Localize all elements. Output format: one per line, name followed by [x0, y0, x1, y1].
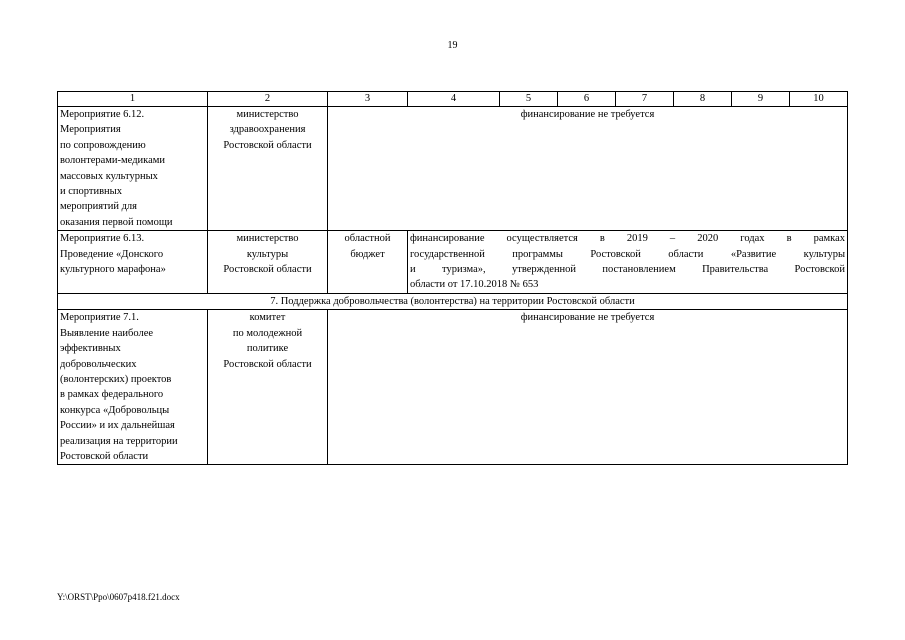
col-header-1: 1 [58, 92, 208, 107]
table-row [58, 107, 848, 231]
col-header-7: 7 [616, 92, 674, 107]
text-line: здравоохранения [229, 124, 306, 136]
table-row [58, 231, 848, 294]
text-line: культурного марафона» [60, 264, 166, 276]
measures-table [57, 91, 848, 465]
text-line: Ростовской области [223, 358, 312, 370]
text-line: эффективных [60, 343, 121, 355]
text-line: Мероприятие 6.13. [60, 233, 145, 245]
section-title: 7. Поддержка добровольчества (волонтерства) на территории Ростовской области [58, 293, 848, 309]
col-header-8: 8 [674, 92, 732, 107]
col-header-5: 5 [500, 92, 558, 107]
text-line: бюджет [350, 248, 385, 260]
text-line: по сопровождению [60, 139, 146, 151]
text-line: финансирование осуществляется в 2019 – 2020 годах в рамках [410, 233, 845, 245]
text-line: Ростовской области [60, 450, 149, 462]
financing-cell [408, 231, 848, 294]
text-line: в рамках федерального [60, 389, 164, 401]
text-line: мероприятий для [60, 201, 137, 213]
text-line: Мероприятие 7.1. [60, 312, 139, 324]
text-line: Ростовской области [223, 139, 312, 151]
executor-cell [208, 231, 328, 294]
text-line: реализация на территории [60, 435, 178, 447]
text-line: комитет [249, 312, 286, 324]
text-line: области от 17.10.2018 № 653 [410, 279, 539, 291]
col-header-6: 6 [558, 92, 616, 107]
text-line: оказания первой помощи [60, 216, 173, 228]
funding-source-cell [328, 231, 408, 294]
file-path-footer: Y:\ORST\Ppo\0607p418.f21.docx [57, 592, 180, 602]
text-line: государственной программы Ростовской области «Развитие культуры [410, 248, 845, 260]
col-header-4: 4 [408, 92, 500, 107]
text-line: (волонтерских) проектов [60, 373, 172, 385]
financing-cell: финансирование не требуется [328, 107, 848, 231]
col-header-3: 3 [328, 92, 408, 107]
measure-name-cell [58, 107, 208, 231]
text-line: и спортивных [60, 186, 122, 198]
text-line: Мероприятия [60, 124, 121, 136]
financing-cell: финансирование не требуется [328, 310, 848, 465]
col-header-2: 2 [208, 92, 328, 107]
text-line: областной [344, 233, 391, 245]
text-line: Проведение «Донского [60, 248, 164, 260]
text-line: по молодежной [232, 327, 303, 339]
text-line: политике [246, 343, 289, 355]
text-line: культуры [246, 248, 289, 260]
executor-cell [208, 107, 328, 231]
section-row [58, 293, 848, 309]
text-line: Выявление наиболее [60, 327, 154, 339]
measure-name-cell [58, 231, 208, 294]
text-line: волонтерами-медиками [60, 155, 166, 167]
col-header-10: 10 [790, 92, 848, 107]
page-number: 19 [447, 40, 458, 51]
text-line: Мероприятие 6.12. [60, 109, 145, 120]
text-line: Ростовской области [223, 264, 312, 276]
text-line: и туризма», утвержденной постановлением Правительства Ростовской [410, 264, 845, 276]
col-header-9: 9 [732, 92, 790, 107]
executor-cell [208, 310, 328, 465]
text-line: министерство [236, 233, 299, 245]
measure-name-cell [58, 310, 208, 465]
text-line: массовых культурных [60, 170, 158, 182]
table-row [58, 310, 848, 465]
text-line: добровольческих [60, 358, 137, 370]
text-line: России» и их дальнейшая [60, 420, 175, 432]
text-line: конкурса «Добровольцы [60, 404, 170, 416]
text-line: министерство [236, 109, 299, 120]
column-number-row [58, 92, 848, 107]
